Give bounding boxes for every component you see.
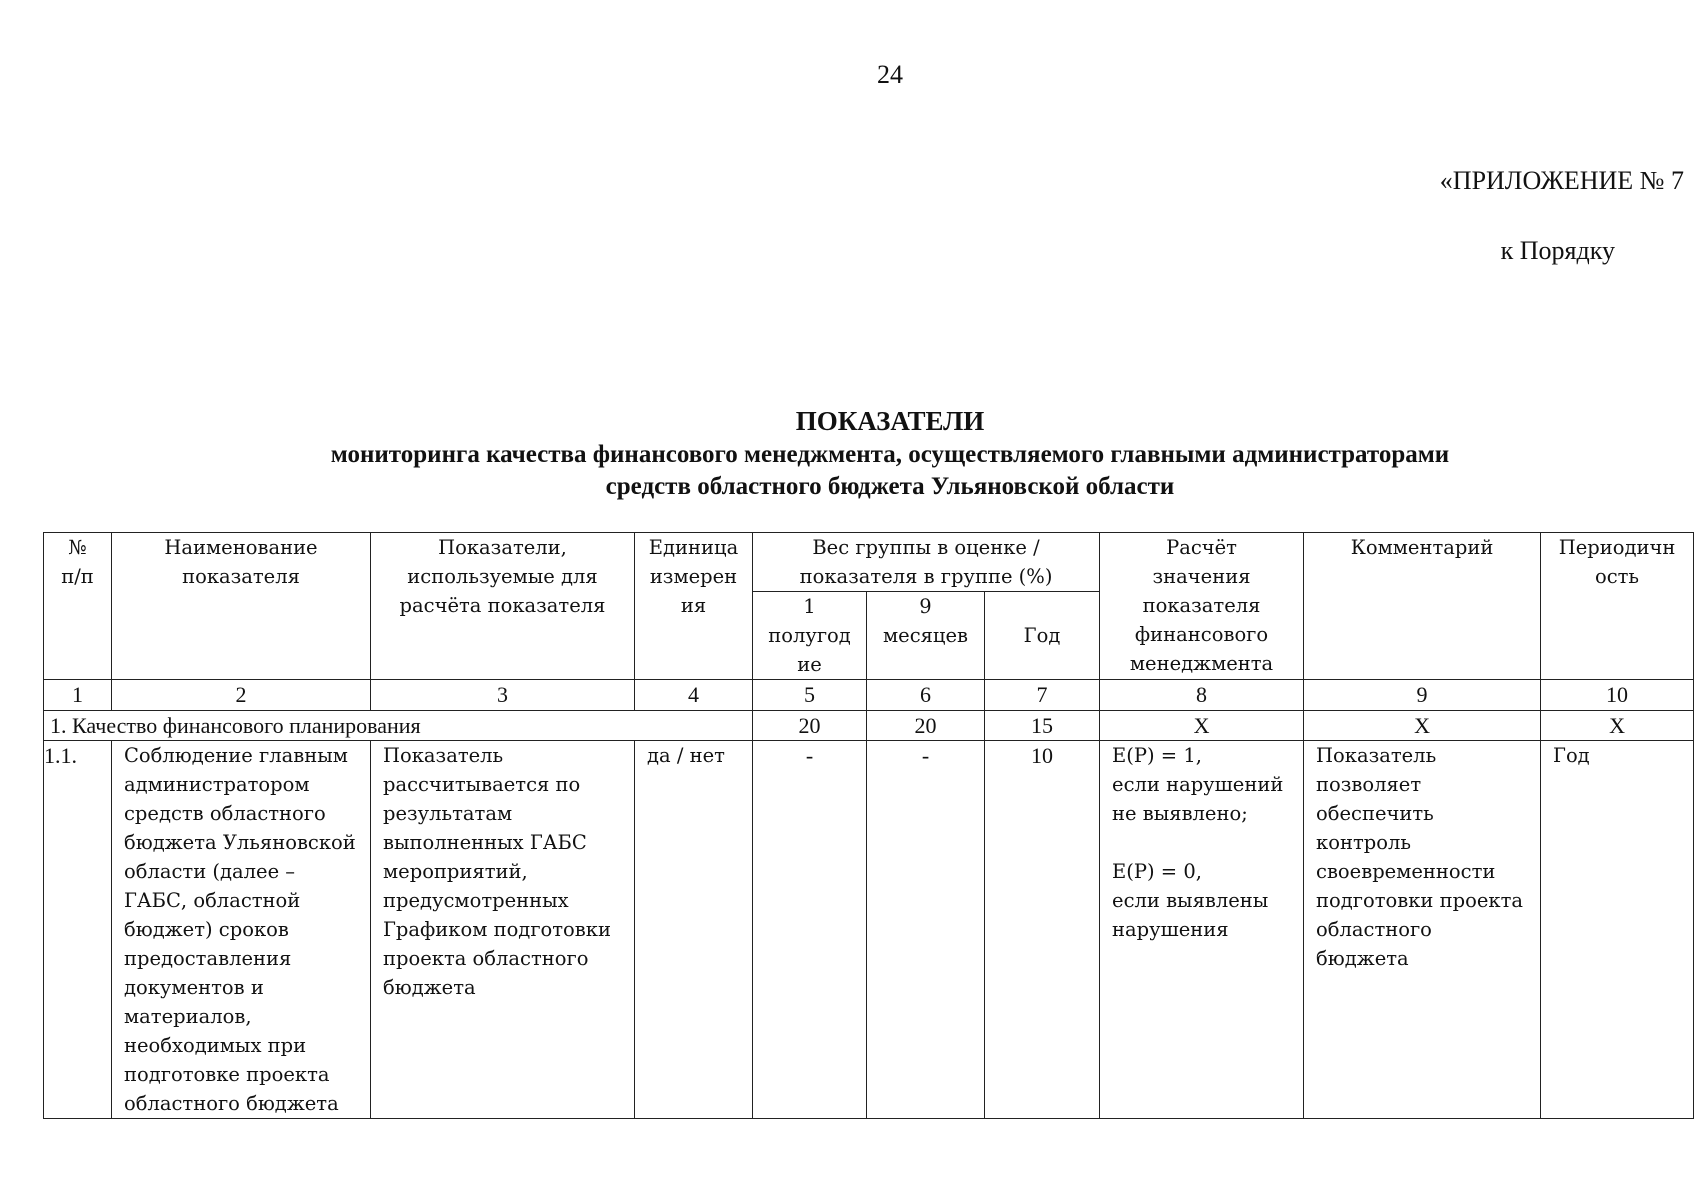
header-name: Наименование показателя (112, 533, 371, 680)
indicators-table (43, 532, 1694, 1119)
appendix-title: «ПРИЛОЖЕНИЕ № 7 (1439, 166, 1684, 195)
table-row (44, 741, 1694, 1119)
column-number: 2 (112, 680, 371, 711)
column-number: 1 (44, 680, 112, 711)
column-number: 10 (1541, 680, 1694, 711)
header-unit: Единица измерен ия (635, 533, 753, 680)
row-half-year: - (753, 741, 867, 1119)
document-title: ПОКАЗАТЕЛИ (795, 406, 985, 436)
section-calc: Х (1100, 711, 1304, 741)
header-weight-group: Вес группы в оценке / показателя в группе (%) (753, 533, 1100, 592)
column-number: 4 (635, 680, 753, 711)
row-calc: E(P) = 1, если нарушений не выявлено; E(P) = 0, если выявлены нарушения (1100, 741, 1304, 1119)
subtitle-line: мониторинга качества финансового менеджмента, осуществляемого главными администраторами (330, 441, 1450, 468)
section-comment: Х (1304, 711, 1541, 741)
row-periodicity: Год (1541, 741, 1694, 1119)
section-label: 1. Качество финансового планирования (44, 711, 753, 741)
subtitle-line: средств областного бюджета Ульяновской области (605, 473, 1175, 500)
column-number: 8 (1100, 680, 1304, 711)
appendix-subtitle: к Порядку (1500, 236, 1615, 265)
header-nine-months: 9 месяцев (867, 592, 985, 680)
section-periodicity: Х (1541, 711, 1694, 741)
row-year: 10 (985, 741, 1100, 1119)
header-periodicity: Периодичн ость (1541, 533, 1694, 680)
column-numbers-row (44, 680, 1694, 711)
column-number: 6 (867, 680, 985, 711)
column-number: 5 (753, 680, 867, 711)
header-indicators: Показатели, используемые для расчёта показателя (371, 533, 635, 680)
header-calc: Расчёт значения показателя финансового менеджмента (1100, 533, 1304, 680)
row-comment: Показатель позволяет обеспечить контроль своевременности подготовки проекта областного бюджета (1304, 741, 1541, 1119)
row-unit: да / нет (635, 741, 753, 1119)
row-number: 1.1. (44, 741, 112, 1119)
section-year: 15 (985, 711, 1100, 741)
section-half-year: 20 (753, 711, 867, 741)
header-year: Год (985, 592, 1100, 680)
section-row (44, 711, 1694, 741)
header-half-year: 1 полугод ие (753, 592, 867, 680)
header-comment: Комментарий (1304, 533, 1541, 680)
column-number: 9 (1304, 680, 1541, 711)
row-name: Соблюдение главным администратором средств областного бюджета Ульяновской области (далее – ГАБС, областной бюджет) сроков предоставления документов и материалов, необходимых при подготовке проекта областного бюджета (112, 741, 371, 1119)
page-number: 24 (877, 60, 903, 89)
row-nine-months: - (867, 741, 985, 1119)
column-number: 7 (985, 680, 1100, 711)
document-subtitle (0, 439, 1708, 503)
column-number: 3 (371, 680, 635, 711)
header-num: № п/п (44, 533, 112, 680)
section-nine-months: 20 (867, 711, 985, 741)
row-indicators: Показатель рассчитывается по результатам выполненных ГАБС мероприятий, предусмотренных Графиком подготовки проекта областного бюджета (371, 741, 635, 1119)
header-row (44, 533, 1694, 592)
